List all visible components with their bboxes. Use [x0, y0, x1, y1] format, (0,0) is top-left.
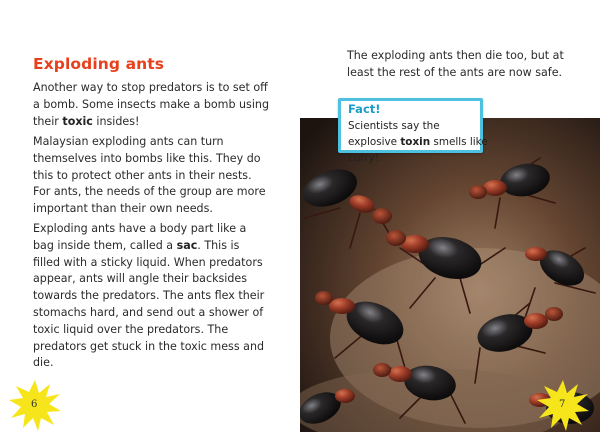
paragraph-malaysian-ants: Malaysian exploding ants can turn themselves into bombs like this. They do this to protect other ants in their nests. For ants, the needs of the group are more important than their own needs. — [33, 135, 266, 216]
fact-text — [348, 118, 488, 166]
fact-text-1: Scientists say the explosive — [348, 120, 440, 148]
paragraph-conclusion: The exploding ants then die too, but at least the rest of the ants are now safe. — [347, 49, 564, 79]
page-number-left: 6 — [31, 399, 38, 410]
fact-box — [338, 98, 488, 164]
paragraph-sac — [33, 221, 269, 372]
fact-title: Fact! — [348, 102, 381, 116]
paragraph-sac-text-2: . This is filled with a sticky liquid. When predators appear, ants will angle their backsides towards the predators. The ants flex their stomachs hard, and send out a shower of toxic liquid over the predators. The predators get stuck in the toxic mess and die. — [33, 238, 265, 370]
page-number-right: 7 — [559, 399, 566, 410]
paragraph-sac-text-1: Exploding ants have a body part like a bag inside them, called a — [33, 222, 247, 252]
right-page — [300, 0, 600, 432]
paragraph-intro-text-1: Another way to stop predators is to set off a bomb. Some insects make a bomb using their — [33, 81, 269, 128]
paragraph-intro-text-2: insides! — [92, 114, 140, 128]
keyword-toxin: toxin — [400, 136, 431, 148]
page-heading: Exploding ants — [33, 55, 165, 73]
keyword-toxic: toxic — [62, 114, 93, 128]
paragraph-intro — [33, 80, 269, 130]
keyword-sac: sac — [176, 238, 198, 252]
fact-text-2: smells like curry! — [348, 136, 488, 164]
